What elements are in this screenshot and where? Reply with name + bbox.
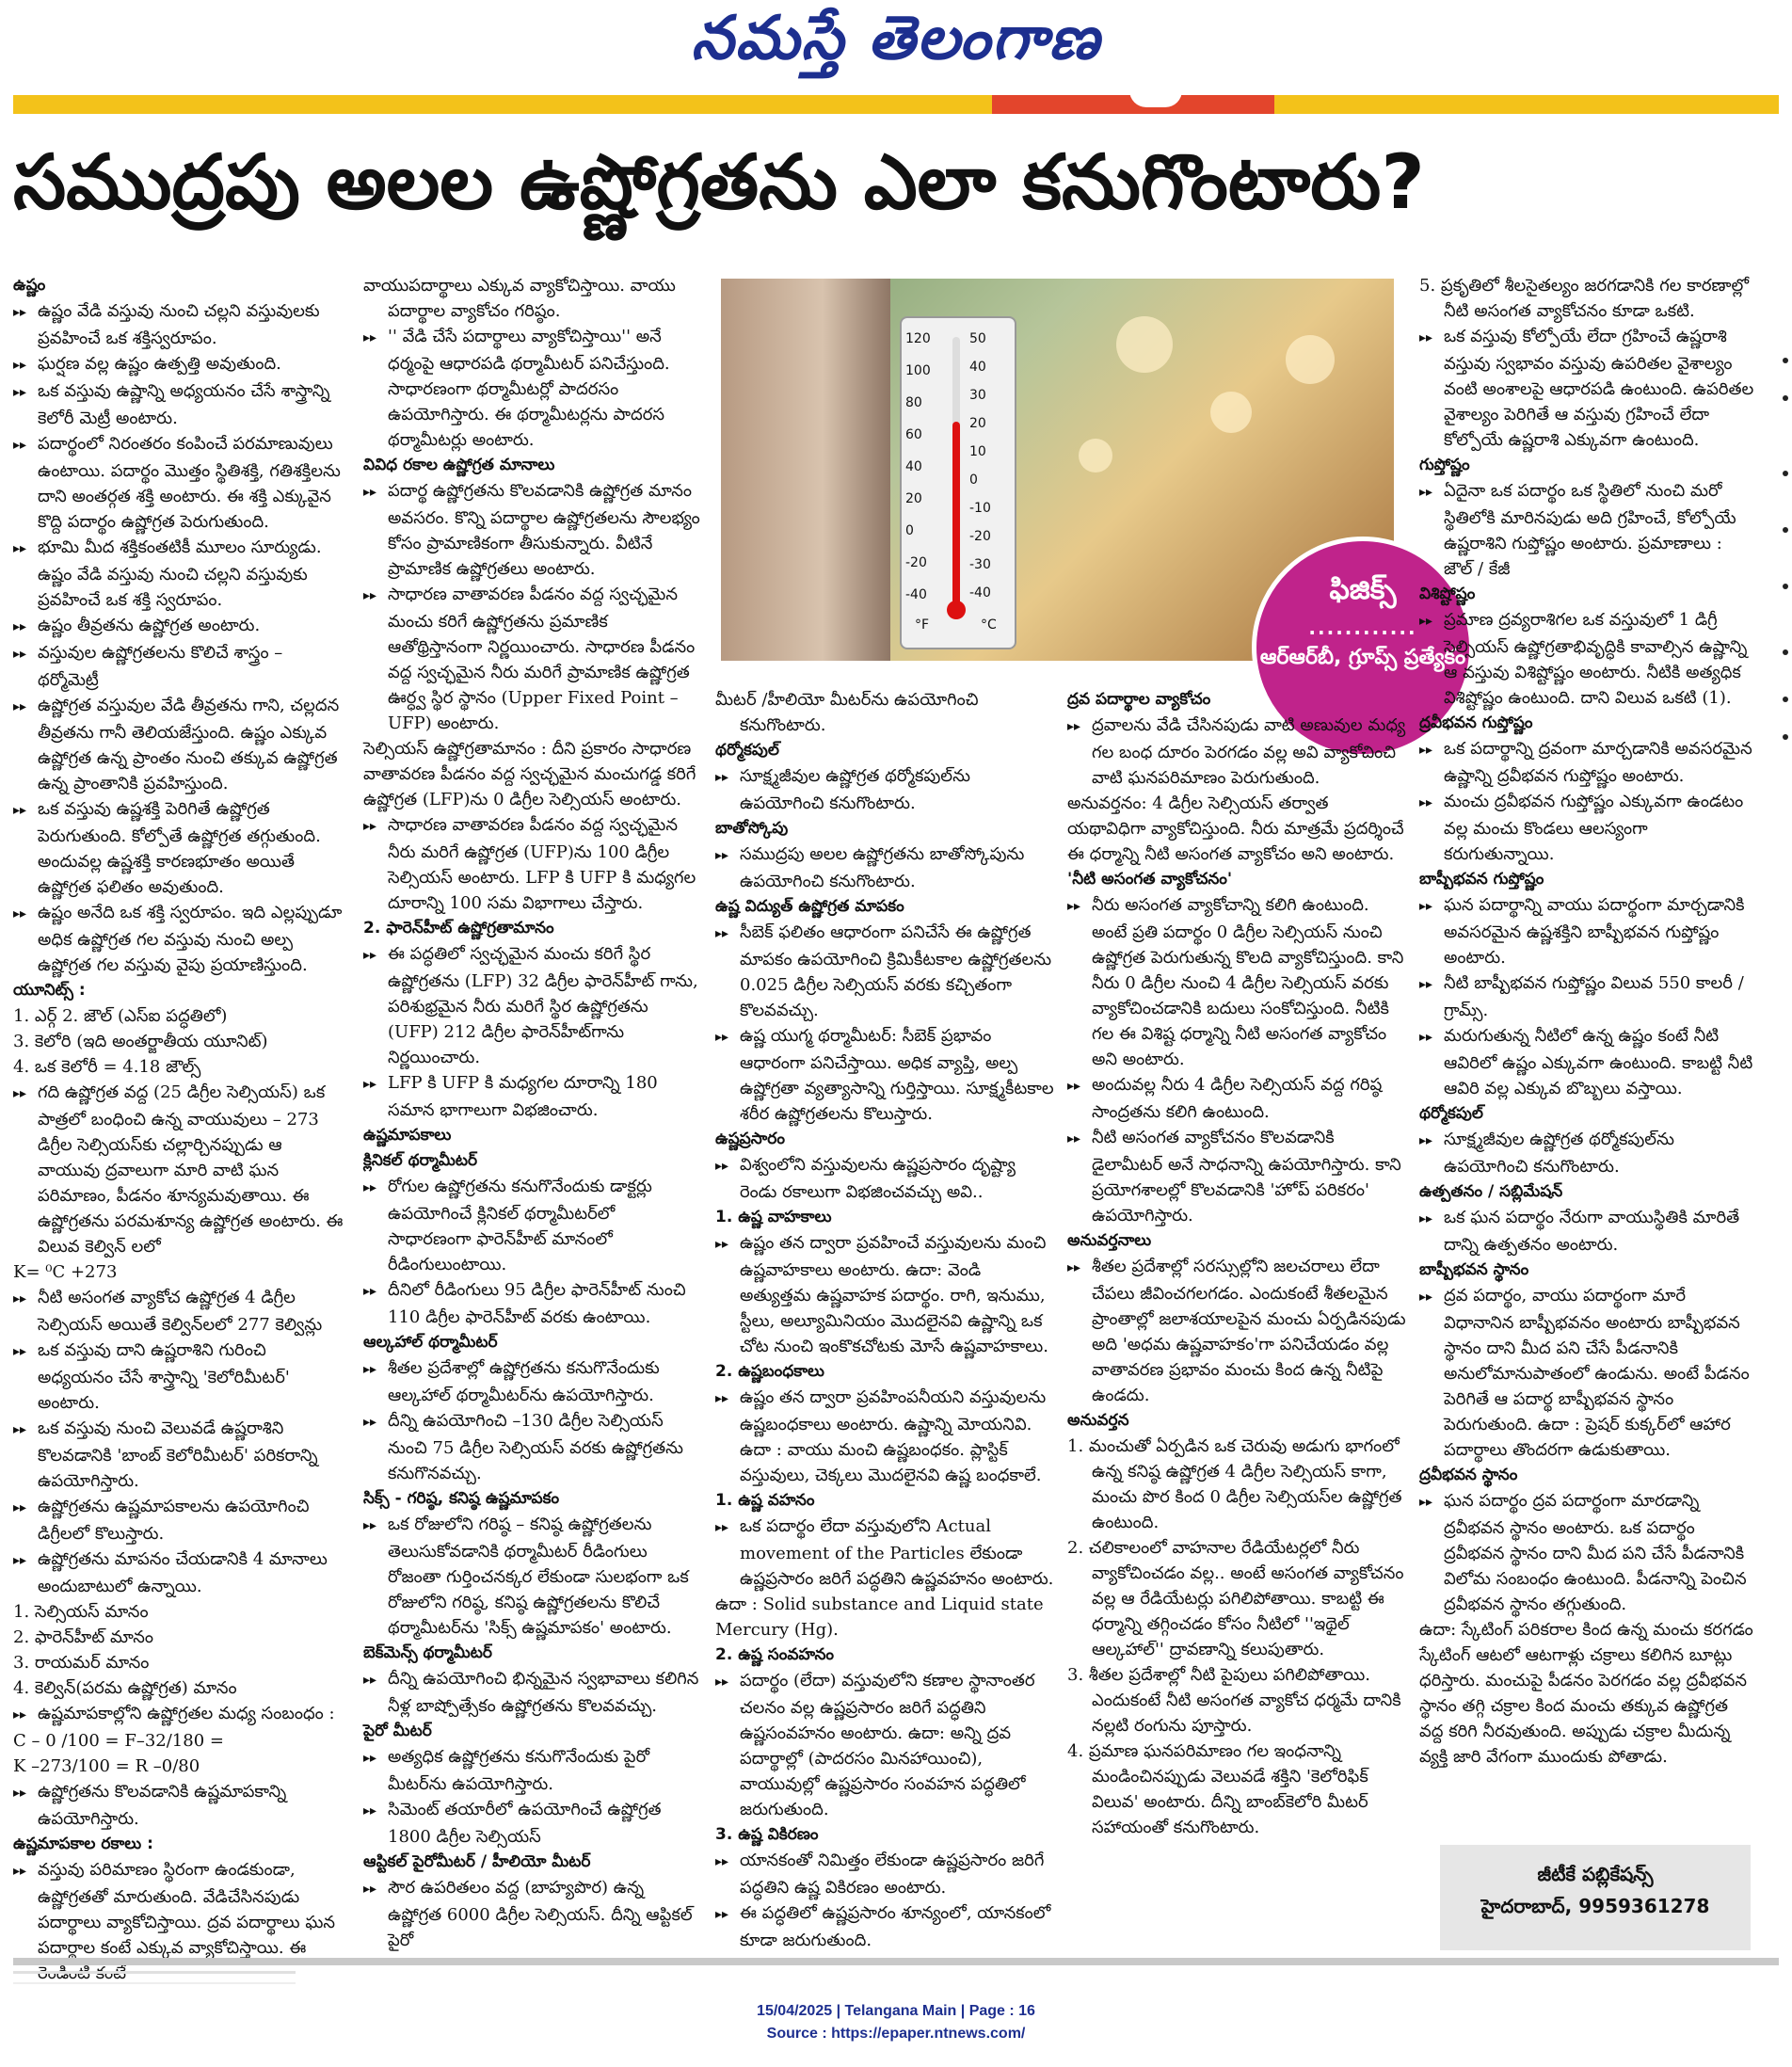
paragraph: ▸▸ ద్రవ పదార్థం, వాయు పదార్థంగా మారే విధానానిన బాష్పీభవనం అంటారు బాష్పీభవన స్థానం దాని మీద పని చేసే పీడనానికి అనులోమానుపాతంలో ఉండును. అంటే పీడనం పెరిగితే ఆ పదార్థ బాష్పీభవన స్థానం పెరుగుతుంది. ఉదా : ప్రెషర్ కుక్కర్‌లో ఆహార పదార్థాలు తొందరగా ఉడుకుతాయి. (1419, 1283, 1754, 1463)
paragraph: ▸▸ ఉష్ణమాపకాల్లోని ఉష్ణోగ్రతల మధ్య సంబంధం : (13, 1701, 344, 1728)
paragraph: 3. రాయమర్ మానం (13, 1653, 150, 1673)
paragraph: ▸▸ సూక్ష్మజీవుల ఉష్ణోగ్రత థర్మోకపుల్‌ను ఉపయోగించి కనుగొంటారు. (1419, 1127, 1754, 1179)
section-heading: ఆల్కహాల్ థర్మామీటర్ (363, 1333, 498, 1352)
paragraph: ఉదా : Solid substance and Liquid state Mercury (Hg). (715, 1594, 1044, 1640)
paragraph: 1. సెల్సియస్ మానం (13, 1602, 149, 1622)
paragraph: ▸▸ వస్తువు పరిమాణం స్థిరంగా ఉండకుండా, ఉష్ణోగ్రతతో మారుతుంది. వేడిచేసినపుడు పదార్థాలు వ్యాకోచిస్తాయి. ద్రవ పదార్థాలు ఘన పదార్థాల కంటే ఎక్కువ వ్యాకోచిస్తాయి. ఈ (13, 1857, 344, 1986)
paragraph: 4. కెల్విన్(పరమ ఉష్ణోగ్రత) మానం (13, 1678, 237, 1698)
paragraph: మీటర్ /హీలియో మీటర్‌ను ఉపయోగించి కనుగొంటారు. (715, 690, 979, 735)
paragraph: ▸▸ ఒక వస్తువు కోల్పోయే లేదా గ్రహించే ఉష్ణరాశి వస్తువు స్వభావం వస్తువు ఉపరితల వైశాల్యం వంటి అంశాలపై ఆధారపడి ఉంటుంది. ఉపరితల వైశాల్యం పెరిగితే ఆ వస్తువు గ్రహించే లేదా కోల్పోయే ఉష్ణరాశి ఎక్కువగా ఉంటుంది. (1419, 324, 1754, 453)
paragraph: ▸▸ ద్రవాలను వేడి చేసినపుడు వాటి అణువుల మధ్య గల బంధ దూరం పెరగడం వల్ల అవి వ్యాకోచించి వాటి ఘనపరిమాణం పెరుగుతుంది. (1067, 713, 1406, 791)
paragraph: ▸▸ ఉష్ణోగ్రతను కొలవడానికి ఉష్ణమాపకాన్ని ఉపయోగిస్తారు. (13, 1779, 344, 1832)
photo-wall (721, 279, 890, 661)
section-heading: 2. ఉష్ణబంధకాలు (715, 1362, 824, 1381)
bottom-rule-thin (13, 1971, 296, 1974)
paragraph: 4. ఒక కెలోరీ = 4.18 జౌల్స్ (13, 1057, 201, 1077)
section-heading: గుప్తోష్ణం (1419, 456, 1470, 474)
paragraph: ▸▸ దీనిలో రీడింగులు 95 డిగ్రీల ఫారెన్‌హీట్ నుంచి 110 డిగ్రీల ఫారెన్‌హీట్ వరకు ఉంటాయి. (363, 1277, 702, 1330)
fahrenheit-tick-label: -20 (905, 555, 927, 570)
thermometer-mercury (952, 422, 960, 610)
paragraph: ▸▸ ఒక పదార్థాన్ని ద్రవంగా మార్చడానికి అవసరమైన ఉష్ణాన్ని ద్రవీభవన గుప్తోష్ణం అంటారు. (1419, 736, 1754, 789)
section-heading: ఉష్ణ విద్యుత్ ఉష్ణోగ్రత మాపకం (715, 897, 904, 916)
section-heading: థర్మోకపుల్ (1419, 1104, 1483, 1123)
footer-source: Source : https://epaper.ntnews.com/ (766, 2026, 1026, 2042)
paragraph: 1. ఎర్గ్ 2. జౌల్ (ఎస్ఐ పద్ధతిలో) (13, 1006, 228, 1026)
fahrenheit-tick-label: 60 (905, 427, 922, 442)
paragraph: ▸▸ నీటి అసంగత వ్యాకోచ ఉష్ణోగ్రత 4 డిగ్రీల సెల్సియస్ అయితే కెల్విన్‌లలో 277 కెల్విన్లు (13, 1285, 344, 1338)
paragraph: ▸▸ శీతల ప్రదేశాల్లో ఉష్ణోగ్రతను కనుగొనేందుకు ఆల్కహాల్ థర్మామీటర్‌ను ఉపయోగిస్తారు. (363, 1355, 702, 1408)
page-footer (0, 2000, 1792, 2045)
paragraph: ▸▸ ఏదైనా ఒక పదార్థం ఒక స్థితిలో నుంచి మరో స్థితిలోకి మారినపుడు అది గ్రహించే, కోల్పోయే ఉష్ణరాశిని గుప్తోష్ణం అంటారు. ప్రమాణాలు : జౌల్ / కేజీ (1419, 478, 1754, 582)
paragraph: ఉదా: స్కేటింగ్ పరికరాల కింద ఉన్న మంచు కరగడం స్కేటింగ్ ఆటలో ఆటగాళ్లు చక్రాలు కలిగిన బూట్లు ధరిస్తారు. మంచుపై పీడనం పెరగడం వల్ల ద్రవీభవన స్థానం తగ్గి చక్రాల కింద మంచు తక్కువ ఉష్ణోగ్రత వద్ద కరిగి నీరవుతుంది. అప్పుడు చక్రాల మీదున్న వ్యక్తి జారి వేగంగా ముందుకు పోతాడు. (1419, 1620, 1753, 1767)
section-heading: 1. ఉష్ణ వహనం (715, 1491, 815, 1510)
paragraph: ▸▸ ఉష్ణం అనేది ఒక శక్తి స్వరూపం. ఇది ఎల్లప్పుడూ అధిక ఉష్ణోగ్రత గల వస్తువు నుంచి అల్ప ఉష్ణోగ్రత గల వస్తువు వైపు ప్రయాణిస్తుంది. (13, 900, 344, 978)
paragraph: ▸▸ పదార్థంలో నిరంతరం కంపించే పరమాణువులు ఉంటాయి. పదార్థం మొత్తం స్థితిశక్తి, గతిశక్తిలను దాని అంతర్గత శక్తి అంటారు. ఈ శక్తి ఎక్కువైన కొద్ది పదార్థం ఉష్ణోగ్రత పెరుగుతుంది. (13, 431, 344, 535)
celsius-unit: °C (981, 617, 997, 633)
section-heading: అనువర్తన (1067, 1411, 1129, 1430)
section-heading: బాష్పీభవన గుప్తోష్ణం (1419, 870, 1544, 889)
section-heading: ఉష్ణమాపకాల రకాలు : (13, 1835, 153, 1853)
section-heading: ఉష్ణమాపకాలు (363, 1126, 452, 1145)
fahrenheit-tick-label: 100 (905, 363, 931, 378)
paragraph: ▸▸ సిమెంట్ తయారీలో ఉపయోగించే ఉష్ణోగ్రత 1800 డిగ్రీల సెల్సియస్ (363, 1797, 702, 1850)
badge-dots: ............ (1308, 617, 1417, 639)
paragraph: ▸▸ సముద్రపు అలల ఉష్ణోగ్రతను బాతోస్కోపును ఉపయోగించి కనుగొంటారు. (715, 841, 1054, 894)
newspaper-logo: నమస్తే తెలంగాణ (691, 4, 1101, 73)
paragraph: K= ⁰C +273 (13, 1262, 118, 1282)
paragraph: ▸▸ ఒక వస్తువు ఉష్ణశక్తి పెరిగితే ఉష్ణోగ్రత పెరుగుతుంది. కోల్పోతే ఉష్ణోగ్రత తగ్గుతుంది. అందువల్ల ఉష్ణశక్తి కారణభూతం అయితే ఉష్ణోగ్రత ఫలితం అవుతుంది. (13, 796, 344, 900)
column-5 (1419, 273, 1754, 1948)
paragraph: ▸▸ ఉష్ణోగ్రతను ఉష్ణమాపకాలను ఉపయోగించి డిగ్రీలలో కొలుస్తారు. (13, 1494, 344, 1546)
masthead (0, 0, 1792, 113)
paragraph: ▸▸ పదార్థం (లేదా) వస్తువులోని కణాల స్థానాంతర చలనం వల్ల ఉష్ణప్రసారం జరిగే పద్ధతిని ఉష్ణసంవహనం అంటారు. ఉదా: అన్ని ద్రవ పదార్థాల్లో (పాదరసం మినహాయించి), వాయువుల్లో ఉష్ణప్రసారం సంవహన పద్ధతిలో జరుగుతుంది. (715, 1668, 1054, 1822)
paragraph: ▸▸ ఘర్షణ వల్ల ఉష్ణం ఉత్పత్తి అవుతుంది. (13, 351, 344, 378)
author-credit (1440, 1845, 1751, 1950)
footer-date-page: 15/04/2025 | Telangana Main | Page : 16 (757, 2003, 1035, 2019)
celsius-tick-label: 20 (969, 416, 986, 431)
section-heading: యూనిట్స్ : (13, 981, 86, 1000)
paragraph: అనువర్తనం: 4 డిగ్రీల సెల్సియస్ తర్వాత యథావిధిగా వ్యాకోచిస్తుంది. నీరు మాత్రమే ప్రదర్శించే ఈ ధర్మాన్ని నీటి అసంగత వ్యాకోచం అని అంటారు. (1067, 793, 1404, 864)
celsius-tick-label: -30 (969, 557, 991, 572)
paragraph: ▸▸ నీటి అసంగత వ్యాకోచనం కొలవడానికి డైలామీటర్ అనే సాధనాన్ని ఉపయోగిస్తారు. కాని ప్రయోగశాలల్లో కొలవడానికి 'హోప్ పరికరం' ఉపయోగిస్తారు. (1067, 1125, 1406, 1228)
paragraph: ▸▸ దీన్ని ఉపయోగించి భిన్నమైన స్వభావాలు కలిగిన నీళ్ల బాష్పోత్సేకం ఉష్ణోగ్రతను కొలవవచ్చు. (363, 1666, 702, 1719)
celsius-tick-label: 10 (969, 444, 986, 459)
paragraph: ▸▸ ఉష్ణోగ్రతను మాపనం చేయడానికి 4 మానాలు అందుబాటులో ఉన్నాయి. (13, 1546, 344, 1599)
paragraph: ▸▸ సూక్ష్మజీవుల ఉష్ణోగ్రత థర్మోకపుల్‌ను ఉపయోగించి కనుగొంటారు. (715, 763, 1054, 816)
section-heading: క్లినికల్ థర్మామీటర్ (363, 1151, 478, 1170)
paragraph: ▸▸ రోగుల ఉష్ణోగ్రతను కనుగొనేందుకు డాక్టర్లు ఉపయోగించే క్లినికల్ థర్మామీటర్‌లో సాధారణంగా ఫారెన్‌హీట్ మానంలో రీడింగులుంటాయి. (363, 1174, 702, 1277)
article-headline: సముద్రపు అలల ఉష్ణోగ్రతను ఎలా కనుగొంటారు? (13, 138, 1425, 226)
paragraph: 5. ప్రకృతిలో శీలసైతల్యం జరగడానికి గల కారణాల్లో నీటి అసంగత వ్యాకోచనం కూడా ఒకటి. (1419, 276, 1749, 321)
paragraph: 1. మంచుతో ఏర్పడిన ఒక చెరువు అడుగు భాగంలో ఉన్న కనిష్ఠ ఉష్ణోగ్రత 4 డిగ్రీల సెల్సియస్ కాగా, మంచు పొర కింద 0 డిగ్రీల సెల్సియస్‌ల ఉష్ణోగ్రత ఉంటుంది. (1067, 1436, 1402, 1532)
section-heading: ఉష్ణప్రసారం (715, 1130, 786, 1148)
fahrenheit-unit: °F (915, 617, 930, 633)
celsius-tick-label: 50 (969, 331, 986, 346)
paragraph: సెల్సియస్ ఉష్ణోగ్రతామానం : దీని ప్రకారం సాధారణ వాతావరణ పీడనం వద్ద స్వచ్ఛమైన మంచుగడ్డ కరిగే ఉష్ణోగ్రత (LFP)ను 0 డిగ్రీల సెల్సియస్ అంటారు. (363, 739, 696, 809)
paragraph: ▸▸ సీబెక్ ఫలితం ఆధారంగా పనిచేసే ఈ ఉష్ణోగ్రత మాపకం ఉపయోగించి క్రిమికీటకాల ఉష్ణోగ్రతలను 0.025 డిగ్రీల సెల్సియస్ వరకు కచ్చితంగా కొలవవచ్చు. (715, 920, 1054, 1023)
section-heading: సిక్స్ - గరిష్ఠ, కనిష్ఠ ఉష్ణమాపకం (363, 1489, 560, 1508)
thermometer-illustration (900, 316, 1016, 649)
fahrenheit-tick-label: 0 (905, 523, 914, 538)
paragraph: వాయుపదార్థాలు ఎక్కువ వ్యాకోచిస్తాయి. వాయు పదార్థాల వ్యాకోచం గరిష్ఠం. (363, 276, 676, 321)
credit-publisher: జీటీకే పబ్లికేషన్స్ (1537, 1863, 1654, 1885)
paragraph: ▸▸ ఒక వస్తువు ఉష్ణాన్ని అధ్యయనం చేసే శాస్త్రాన్ని కెలోరీ మెట్రీ అంటారు. (13, 378, 344, 431)
paragraph: ▸▸ ఒక పదార్థం లేదా వస్తువులోని Actual movement of the Particles లేకుండా ఉష్ణప్రసారం జరిగే పద్ధతిని ఉష్ణవహనం అంటారు. (715, 1514, 1054, 1592)
fahrenheit-tick-label: 80 (905, 395, 922, 410)
paragraph: ▸▸ గది ఉష్ణోగ్రత వద్ద (25 డిగ్రీల సెల్సియస్) ఒక పాత్రలో బంధించి ఉన్న వాయువులు – 273 డిగ్రీల సెల్సియస్‌కు చల్లార్చినప్పుడు ఆ వాయువు ద్రవాలుగా మారి వాటి ఘన పరిమాణం, పీడనం శూన్యమవుతాయి. ఈ ఉష్ణోగ్రతను పరమశూన్య ఉష్ణోగ్రత అంటారు. ఈ విలువ కెల్విన్ లలో (13, 1080, 344, 1259)
section-heading: థర్మోకపుల్ (715, 741, 779, 760)
fahrenheit-tick-label: 120 (905, 331, 931, 346)
credit-contact: హైదరాబాద్, 9959361278 (1480, 1895, 1710, 1917)
paragraph: ▸▸ LFP కి UFP కి మధ్యగల దూరాన్ని 180 సమాన భాగాలుగా విభజించారు. (363, 1070, 702, 1123)
paragraph: ▸▸ పదార్థ ఉష్ణోగ్రతను కొలవడానికి ఉష్ణోగ్రత మానం అవసరం. కొన్ని పదార్థాల ఉష్ణోగ్రతలను సౌలభ్యం కోసం ప్రామాణికంగా తీసుకున్నారు. వీటినే ప్రామాణిక ఉష్ణోగ్రతలు అంటారు. (363, 478, 702, 582)
section-heading: 2. ఉష్ణ సంవహనం (715, 1645, 835, 1664)
section-heading: ఉష్ణం (13, 276, 46, 295)
paragraph: ▸▸ ఉష్ణోగ్రత వస్తువుల వేడి తీవ్రతను గాని, చల్లదన తీవ్రతను గానీ తెలియజేస్తుంది. ఉష్ణం ఎక్కువ ఉష్ణోగ్రత ఉన్న ప్రాంతం నుంచి తక్కువ ఉష్ణోగ్రత ఉన్న ప్రాంతానికి ప్రవహిస్తుంది. (13, 693, 344, 796)
paragraph: 4. ప్రమాణ ఘనపరిమాణం గల ఇంధనాన్ని మండించినప్పుడు వెలువడే శక్తిని 'కెలోరిఫిక్ విలువ' అంటారు. దీన్ని బాంబ్‌కెలోరి మీటర్ సహాయంతో కనుగొంటారు. (1067, 1741, 1368, 1837)
section-heading: ఆప్టికల్ పైరోమీటర్ / హీలియో మీటర్ (363, 1852, 591, 1871)
paragraph: ▸▸ అందువల్ల నీరు 4 డిగ్రీల సెల్సియస్ వద్ద గరిష్ఠ సాంద్రతను కలిగి ఉంటుంది. (1067, 1072, 1406, 1125)
column-3 (715, 687, 1054, 1948)
paragraph: ▸▸ సాధారణ వాతావరణ పీడనం వద్ద స్వచ్ఛమైన నీరు మరిగే ఉష్ణోగ్రత (UFP)ను 100 డిగ్రీల సెల్సియస్ అంటారు. LFP కి UFP కి మధ్యగల దూరాన్ని 100 సమ విభాగాలు చేస్తారు. (363, 812, 702, 916)
paragraph: ▸▸ మరుగుతున్న నీటిలో ఉన్న ఉష్ణం కంటే నీటి ఆవిరిలో ఉష్ణం ఎక్కువగా ఉంటుంది. కాబట్టి నీటి ఆవిరి వల్ల ఎక్కువ బొబ్బలు వస్తాయి. (1419, 1023, 1754, 1101)
paragraph: ▸▸ ప్రమాణ ద్రవ్యరాశిగల ఒక వస్తువులో 1 డిగ్రీ సెల్సియస్ ఉష్ణోగ్రతాభివృద్ధికి కావాల్సిన ఉష్ణాన్ని ఆ వస్తువు విశిష్టోష్ణం అంటారు. నీటికి అత్యధిక విశిష్టోష్ణం ఉంటుంది. దాని విలువ ఒకటి (1). (1419, 607, 1754, 711)
paragraph: ▸▸ సాధారణ వాతావరణ పీడనం వద్ద స్వచ్ఛమైన మంచు కరిగే ఉష్ణోగ్రతను ప్రమాణిక ఆతోథ్రిస్తానంగా నిర్ణయించారు. సాధారణ పీడనం వద్ద స్వచ్ఛమైన నీరు మరిగే ప్రామాణిక ఉష్ణోగ్రత ఊర్ధ్వ స్థిర స్థానం (Upper Fixed Point – UFP) అంటారు. (363, 582, 702, 736)
column-4 (1067, 687, 1406, 1948)
paragraph: ▸▸ సౌర ఉపరితలం వద్ద (బాహ్యపొర) ఉన్న ఉష్ణోగ్రత 6000 డిగ్రీల సెల్సియస్. దీన్ని ఆప్టికల్ పైరో (363, 1875, 702, 1953)
section-heading: 3. ఉష్ణ వికిరణం (715, 1825, 819, 1844)
photo-bokeh (1286, 335, 1335, 384)
column-1 (13, 273, 344, 1958)
paragraph: C – 0 /100 = F–32/180 = (13, 1731, 224, 1751)
paragraph: ▸▸ '' వేడి చేసే పదార్థాలు వ్యాకోచిస్తాయి'' అనే ధర్మంపై ఆధారపడి థర్మామీటర్ పనిచేస్తుంది. సాధారణంగా థర్మామీటర్లో పాదరసం ఉపయోగిస్తారు. ఈ థర్మామీటర్లను పాదరస థర్మామీటర్లు అంటారు. (363, 324, 702, 453)
paragraph: 2. చలికాలంలో వాహనాల రేడియేటర్లలో నీరు వ్యాకోచించడం వల్ల.. అంటే అసంగత వ్యాకోచనం వల్ల ఆ రేడియేటర్లు పగిలిపోతాయి. కాబట్టి ఈ ధర్మాన్ని తగ్గించడం కోసం నీటిలో ''ఇథైల్ ఆల్కహాల్'' ద్రావణాన్ని కలుపుతారు. (1067, 1538, 1404, 1659)
paragraph: 3. కెలోరి (ఇది అంతర్జాతీయ యూనిట్) (13, 1032, 268, 1051)
celsius-tick-label: 40 (969, 360, 986, 375)
paragraph: ▸▸ ఘన పదార్థాన్ని వాయు పదార్థంగా మార్చడానికి అవసరమైన ఉష్ణశక్తిని బాష్పీభవన గుప్తోష్ణం అంటారు. (1419, 892, 1754, 970)
photo-bokeh (1210, 392, 1252, 433)
paragraph: ▸▸ శీతల ప్రదేశాల్లో సరస్సుల్లోని జలచరాలు లేదా చేపలు జీవించగలగడం. ఎందుకంటే శీతలమైన ప్రాంతాల్లో జలాశయాలపైన మంచు ఏర్పడినపుడు అది 'అధమ ఉష్ణవాహకం'గా పనిచేయడం వల్ల వాతావరణ ప్రభావం మంచు కింద ఉన్న నీటిపై ఉండదు. (1067, 1254, 1406, 1408)
section-heading: బాష్పీభవన స్థానం (1419, 1260, 1529, 1279)
paragraph: ▸▸ ఈ పద్ధతిలో ఉష్ణప్రసారం శూన్యంలో, యానకంలో కూడా జరుగుతుంది. (715, 1900, 1054, 1953)
photo-bokeh (1116, 316, 1173, 373)
paragraph: ▸▸ భూమి మీద శక్తికంతటికీ మూలం సూర్యుడు. ఉష్ణం వేడి వస్తువు నుంచి చల్లని వస్తువుకు ప్రవహించే ఒక శక్తి స్వరూపం. (13, 535, 344, 613)
column-2 (363, 273, 702, 1948)
celsius-tick-label: 30 (969, 388, 986, 403)
paragraph: ▸▸ ఉష్ణం వేడి వస్తువు నుంచి చల్లని వస్తువులకు ప్రవహించే ఒక శక్తిస్వరూపం. (13, 298, 344, 351)
section-heading: బాతోస్కోపు (715, 819, 789, 838)
celsius-tick-label: -20 (969, 529, 991, 544)
paragraph: ▸▸ ఉష్ణం తీవ్రతను ఉష్ణోగ్రత అంటారు. (13, 613, 344, 640)
masthead-bar-right (1274, 95, 1779, 114)
paragraph: ▸▸ ఒక ఘన పదార్థం నేరుగా వాయుస్థితికి మారితే దాన్ని ఉత్పతనం అంటారు. (1419, 1205, 1754, 1258)
paragraph: ▸▸ ఒక వస్తువు దాని ఉష్ణరాశిని గురించి అధ్యయనం చేసే శాస్త్రాన్ని 'కెలోరిమీటర్' అంటారు. (13, 1338, 344, 1416)
thermometer-bulb (947, 601, 966, 619)
paragraph: 2. ఫారెన్‌హీట్ మానం (13, 1627, 154, 1647)
section-heading: ఉత్పతనం / సబ్లిమేషన్ (1419, 1182, 1563, 1201)
bottom-rule-thinner (13, 1982, 296, 1984)
paragraph: ▸▸ విశ్వంలోని వస్తువులను ఉష్ణప్రసారం దృష్ట్యా రెండు రకాలుగా విభజించవచ్చు అవి.. (715, 1152, 1054, 1205)
paragraph: ▸▸ ఒక వస్తువు నుంచి వెలువడే ఉష్ణరాశిని కొలవడానికి 'బాంబ్ కెలోరిమీటర్' పరికరాన్ని ఉపయోగిస్తారు. (13, 1416, 344, 1494)
paragraph: ▸▸ ఉష్ణ యుగ్మ థర్మామీటర్: సీబెక్ ప్రభావం ఆధారంగా పనిచేస్తాయి. అధిక వ్యాప్తి, అల్ప ఉష్ణోగ్రతా వ్యత్యాసాన్ని గుర్తిస్తాయి. సూక్ష్మకీటకాల శరీర ఉష్ణోగ్రతలను కొలుస్తారు. (715, 1023, 1054, 1127)
paragraph: ▸▸ మంచు ద్రవీభవన గుప్తోష్ణం ఎక్కువగా ఉండటం వల్ల మంచు కొండలు ఆలస్యంగా కరుగుతున్నాయి. (1419, 789, 1754, 867)
paragraph: ▸▸ ఘన పదార్థం ద్రవ పదార్థంగా మారడాన్ని ద్రవీభవన స్థానం అంటారు. ఒక పదార్థం ద్రవీభవన స్థానం దాని మీద పని చేసే పీడనానికి విలోమ సంబంధం ఉంటుంది. పీడనాన్ని పెంచిన ద్రవీభవన స్థానం తగ్గుతుంది. (1419, 1488, 1754, 1617)
edge-markers (1781, 339, 1792, 1751)
fahrenheit-tick-label: 20 (905, 491, 922, 506)
masthead-bar-left (13, 95, 992, 114)
section-heading: విశిష్టోష్ణం (1419, 585, 1476, 603)
fahrenheit-tick-label: 40 (905, 459, 922, 474)
paragraph: ▸▸ దీన్ని ఉపయోగించి –130 డిగ్రీల సెల్సియస్ నుంచి 75 డిగ్రీల సెల్సియస్ వరకు ఉష్ణోగ్రతను కనుగొనవచ్చు. (363, 1408, 702, 1486)
section-heading: అనువర్తనాలు (1067, 1231, 1152, 1250)
celsius-tick-label: -10 (969, 501, 991, 516)
section-heading: 'నీటి అసంగత వ్యాకోచనం' (1067, 870, 1233, 889)
section-heading: 2. ఫారెన్‌హీట్ ఉష్ణోగ్రతామానం (363, 919, 554, 937)
paragraph: ▸▸ ఈ పద్ధతిలో స్వచ్ఛమైన మంచు కరిగే స్థిర ఉష్ణోగ్రతను (LFP) 32 డిగ్రీల ఫారెన్‌హీట్ గాను, పరిశుభ్రమైన నీరు మరిగే స్థిర ఉష్ణోగ్రతను (UFP) 212 డిగ్రీల ఫారెన్‌హీట్‌గాను నిర్ణయించారు. (363, 941, 702, 1070)
paragraph: ▸▸ అత్యధిక ఉష్ణోగ్రతను కనుగొనేందుకు పైరో మీటర్‌ను ఉపయోగిస్తారు. (363, 1744, 702, 1797)
celsius-tick-label: 0 (969, 473, 978, 488)
paragraph: ▸▸ యానకంతో నిమిత్తం లేకుండా ఉష్ణప్రసారం జరిగే పద్ధతిని ఉష్ణ వికిరణం అంటారు. (715, 1848, 1054, 1900)
paragraph: K –273/100 = R –0/80 (13, 1756, 200, 1776)
fahrenheit-tick-label: -40 (905, 587, 927, 602)
paragraph: ▸▸ నీరు అసంగత వ్యాకోచాన్ని కలిగి ఉంటుంది. అంటే ప్రతి పదార్థం 0 డిగ్రీల సెల్సియస్ నుంచి ఉష్ణోగ్రత పెరుగుతున్న కొలది వ్యాకోచిస్తుంది. కాని నీరు 0 డిగ్రీల నుంచి 4 డిగ్రీల సెల్సియస్ వరకు వ్యాకోచించడానికి బదులు సంకోచిస్తుంది. నీటికి గల ఈ విశిష్ట ధర్మాన్ని నీటి అసంగత వ్యాకోచం అని అంటారు. (1067, 892, 1406, 1072)
badge-subtitle: ఆర్ఆర్‌బీ, గ్రూప్స్ ప్రత్యేకం (1259, 646, 1466, 669)
paragraph: 3. శీతల ప్రదేశాల్లో నీటి పైపులు పగిలిపోతాయి. ఎందుకంటే నీటి అసంగత వ్యాకోచ ధర్మమే దానికి నల్లటి రంగును పూస్తారు. (1067, 1665, 1401, 1736)
section-heading: వివిధ రకాల ఉష్ణోగ్రత మానాలు (363, 456, 555, 474)
section-heading: 1. ఉష్ణ వాహకాలు (715, 1208, 832, 1226)
section-heading: ద్రవ పదార్థాల వ్యాకోచం (1067, 690, 1211, 709)
paragraph: ▸▸ ఉష్ణం తన ద్వారా ప్రవహింపనీయని వస్తువులను ఉష్ణబంధకాలు అంటారు. ఉష్ణాన్ని మోయనివి. ఉదా : వాయు మంచి ఉష్ణబంధకం. ప్లాస్టిక్ వస్తువులు, చెక్కలు మొదలైనవి ఉష్ణ బంధకాలే. (715, 1385, 1054, 1488)
paragraph: ▸▸ నీటి బాష్పీభవన గుప్తోష్ణం విలువ 550 కాలరీ / గ్రామ్స్. (1419, 970, 1754, 1023)
paragraph: ▸▸ ఉష్ణం తన ద్వారా ప్రవహించే వస్తువులను మంచి ఉష్ణవాహకాలు అంటారు. ఉదా: వెండి అత్యుత్తమ ఉష్ణవాహక పదార్థం. రాగి, ఇనుము, స్టీలు, అల్యూమినియం మొదలైనవి ఉష్ణాన్ని ఒక చోట నుంచి ఇంకొకచోటకు మోసే ఉష్ణవాహకాలు. (715, 1230, 1054, 1359)
paragraph: ▸▸ వస్తువుల ఉష్ణోగ్రతలను కొలిచే శాస్త్రం – థర్మోమెట్రీ (13, 640, 344, 693)
section-heading: ద్రవీభవన స్థానం (1419, 1466, 1518, 1484)
section-heading: ద్రవీభవన గుప్తోష్ణం (1419, 713, 1533, 732)
bottom-rule (13, 1958, 1779, 1965)
badge-title: ఫిజిక్స్ (1329, 573, 1397, 606)
photo-bokeh (1079, 439, 1112, 473)
celsius-tick-label: -40 (969, 585, 991, 601)
paragraph: ▸▸ ఒక రోజులోని గరిష్ఠ – కనిష్ఠ ఉష్ణోగ్రతలను తెలుసుకోవడానికి థర్మామీటర్ రీడింగులు రోజంతా గుర్తించనక్కర లేకుండా సులభంగా ఒక రోజులోని గరిష్ఠ, కనిష్ఠ ఉష్ణోగ్రతలను కొలిచే థర్మామీటర్‌ను 'సిక్స్ ఉష్ణమాపకం' అంటారు. (363, 1512, 702, 1641)
section-heading: పైరో మీటర్ (363, 1722, 432, 1740)
section-heading: బెక్‌మెన్స్ థర్మామీటర్ (363, 1643, 492, 1662)
